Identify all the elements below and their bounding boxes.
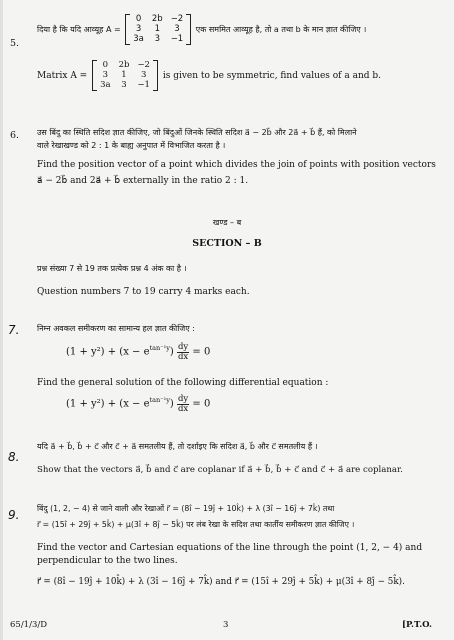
equation-part: ) [169, 346, 174, 358]
section-hindi-title: खण्ड – ब [212, 218, 242, 227]
matrix-cell: 3 [102, 70, 109, 81]
q7-hindi: निम्न अवकल समीकरण का सामान्य हल ज्ञात कीजिए : [37, 324, 195, 333]
matrix-cell: 2b [151, 14, 163, 24]
q8-hindi: यदि a⃗ + b⃗, b⃗ + c⃗ और c⃗ + a⃗ समतलीय हैं, तो दर्शाइए कि सदिश a⃗, b⃗ और c⃗ समतलीय हैं । [37, 442, 318, 451]
matrix-cell: 3 [140, 70, 147, 81]
matrix-cell: −2 [170, 14, 184, 24]
fraction-numerator: dy [177, 394, 189, 404]
matrix-cell: −2 [137, 60, 150, 70]
matrix-cell: 3 [135, 24, 142, 35]
q5-hindi-row [37, 14, 366, 45]
matrix-cell: 0 [102, 60, 109, 70]
q9-en-line2: perpendicular to the two lines. [37, 556, 178, 566]
fraction-numerator: dy [177, 342, 189, 352]
footer-pto: [P.T.O. [402, 620, 433, 630]
q8-number: 8. [8, 450, 20, 464]
q6-number: 6. [10, 130, 20, 141]
equation-part: = 0 [192, 346, 211, 358]
footer-page-number: 3 [223, 620, 229, 630]
q5-hindi-prefix: दिया है कि यदि आव्यूह A = [37, 24, 121, 34]
equation-part: = 0 [192, 398, 211, 410]
q6-en-line2: a⃗ − 2b⃗ and 2a⃗ + b⃗ externally in the ratio 2 : 1. [37, 176, 249, 186]
q5-matrix-hindi [125, 14, 191, 45]
q9-en-line1: Find the vector and Cartesian equations of the line through the point (1, 2, − 4) and [37, 543, 423, 553]
matrix-cell: −1 [137, 80, 150, 91]
section-hindi-note: प्रश्न संख्या 7 से 19 तक प्रत्येक प्रश्न 4 अंक का है । [37, 264, 187, 273]
section-title: SECTION – B [192, 238, 262, 249]
matrix-cell: 0 [135, 14, 142, 24]
q5-english-row [37, 60, 381, 91]
q9-equations: r⃗ = (8î − 19ĵ + 10k̂) + λ (3î − 16ĵ + 7k̂) and r⃗ = (15î + 29ĵ + 5k̂) + μ(3î + 8ĵ − 5k̂). [37, 577, 405, 587]
q9-hindi-line2: r⃗ = (15î + 29ĵ + 5k̂) + μ(3î + 8ĵ − 5k̂) पर लंब रेखा के सदिश तथा कार्तीय समीकरण ज्ञात कीजिए । [37, 520, 355, 529]
q5-number: 5. [10, 38, 20, 49]
q6-hindi-line2: वाले रेखाखण्ड को 2 : 1 के बाह्य अनुपात में विभाजित करता है । [37, 141, 226, 150]
dy-dx-fraction [177, 395, 189, 413]
q7-en: Find the general solution of the following differential equation : [37, 378, 329, 388]
q6-en-line1: Find the position vector of a point which divides the join of points with position vectors [37, 160, 436, 170]
q9-number: 9. [8, 508, 20, 522]
equation-part: (1 + y²) + (x − e [66, 398, 150, 410]
matrix-cell: −1 [170, 34, 184, 45]
fraction-denominator: dx [177, 403, 189, 414]
matrix-cell: 3a [133, 34, 144, 45]
footer-paper-code: 65/1/3/D [10, 620, 48, 630]
q5-en-suffix: is given to be symmetric, find values of a and b. [162, 70, 382, 81]
q7-equation-1 [66, 343, 210, 361]
section-en-note: Question numbers 7 to 19 carry 4 marks each. [37, 287, 250, 297]
q6-hindi-line1: उस बिंदु का स्थिति सदिश ज्ञात कीजिए, जो बिंदुओं जिनके स्थिति सदिश a⃗ − 2b⃗ और 2a⃗ + b⃗ हैं, को मिलाने [37, 128, 357, 137]
q5-matrix-english [92, 60, 158, 91]
dy-dx-fraction [177, 343, 189, 361]
q7-number: 7. [8, 323, 20, 337]
equation-part: ) [169, 398, 174, 410]
matrix-cell: 3 [154, 34, 160, 45]
equation-part: (1 + y²) + (x − e [66, 346, 150, 358]
equation-exponent: tan⁻¹y [149, 396, 170, 405]
equation-exponent: tan⁻¹y [149, 344, 170, 353]
q8-en: Show that the vectors a⃗, b⃗ and c⃗ are coplanar if a⃗ + b⃗, b⃗ + c⃗ and c⃗ + a⃗ are coplanar. [37, 465, 403, 475]
matrix-cell: 3a [100, 80, 111, 91]
q9-hindi-line1: बिंदु (1, 2, − 4) से जाने वाली और रेखाओं r⃗ = (8î − 19ĵ + 10k̂) + λ (3î − 16ĵ + 7k̂) तथा [37, 504, 335, 513]
matrix-cell: 1 [121, 70, 127, 81]
fraction-denominator: dx [177, 351, 189, 362]
q7-equation-2 [66, 395, 210, 413]
matrix-cell: 3 [174, 24, 180, 35]
matrix-cell: 1 [154, 24, 160, 35]
q5-en-prefix: Matrix A = [37, 70, 88, 81]
matrix-cell: 3 [121, 80, 127, 91]
q5-hindi-suffix: एक सममित आव्यूह है, तो a तथा b के मान ज्ञात कीजिए । [195, 24, 367, 34]
matrix-cell: 2b [118, 60, 130, 70]
